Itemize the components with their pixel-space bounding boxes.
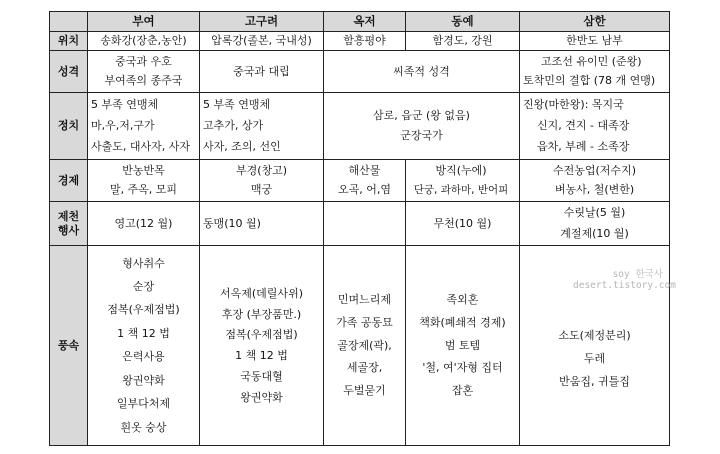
cell-line: 말, 주옥, 모피 [109,183,178,197]
row-header-gyeongje: 경제 [50,160,88,202]
cell-line: 세골장, [346,361,383,375]
cell-line: 신지, 견지 - 대족장 [537,119,630,133]
cell-line: 영고(12 월) [114,216,173,230]
cell-line: 압록강(졸본, 국내성) [211,34,312,48]
cell-line: 후장 (부장품만.) [221,307,302,321]
history-table-container [49,11,676,446]
row-header-jecheon [50,202,88,246]
cell-line: 흰옷 숭상 [120,420,167,434]
cell-line: 국동대혈 [240,369,283,383]
watermark-line-1: soy 한국사 [612,269,663,280]
cell-line: 고조선 유이민 (준왕) [541,54,642,68]
col-header-okjeo: 옥저 [324,12,406,32]
cell-pungsok-dongye [406,246,520,446]
cell-line: 읍차, 부례 - 소족장 [537,140,630,154]
cell-jecheon-okjeo [324,202,406,246]
cell-line: 군장국가 [400,129,443,142]
cell-jeongchi-samhan [520,93,670,160]
cell-line: 부경(창고) [235,163,288,177]
row-seonggyeok [50,51,670,93]
cell-gyeongje-samhan [520,160,670,202]
cell-gyeongje-dongye [406,160,520,202]
cell-line: '철, 여'자형 집터 [422,361,503,375]
cell-line: 골장제(곽), [337,338,392,352]
col-header-samhan: 삼한 [520,12,670,32]
cell-wichi-okjeo [324,32,406,51]
row-pungsok [50,246,670,446]
row-header-wichi: 위치 [50,32,88,51]
cell-line: 점복(우제점법) [107,303,180,317]
cell-jecheon-samhan [520,202,670,246]
cell-line: 해산물 [348,163,381,177]
cell-line: 무천(10 월) [433,216,492,230]
cell-line: 동맹(10 월) [203,216,261,230]
cell-jeongchi-buyeo [88,93,200,160]
cell-line: 1 책 12 법 [235,349,288,362]
cell-line: 토착민의 결합 (78 개 연맹) [523,74,656,88]
cell-line: 한반도 남부 [566,34,623,48]
row-jecheon [50,202,670,246]
cell-pungsok-goguryeo [200,246,324,446]
cell-line: 5 부족 연맹체 [203,97,271,111]
cell-line: 민며느리제 [337,293,392,307]
cell-line: 형사취수 [122,256,165,270]
cell-jeongchi-okjeo-dongye [324,93,520,160]
cell-line: 은력사용 [122,350,165,364]
cell-line: 진왕(마한왕): 목지국 [523,97,624,111]
cell-gyeongje-okjeo [324,160,406,202]
cell-line: 수릿날(5 월) [563,206,626,220]
cell-jecheon-goguryeo [200,202,324,246]
cell-line: 두레 [583,352,606,366]
cell-jecheon-buyeo [88,202,200,246]
cell-line: 왕권약화 [240,390,283,404]
cell-line: 벼농사, 철(변한) [554,183,635,197]
cell-line: 반움집, 귀틀집 [559,374,630,388]
cell-wichi-buyeo [88,32,200,51]
cell-gyeongje-buyeo [88,160,200,202]
cell-line: 사출도, 대사자, 사자 [91,140,190,154]
cell-line: 중국과 우호 [115,54,172,68]
cell-pungsok-okjeo [324,246,406,446]
cell-line: 송화강(장춘,농안) [100,34,187,48]
cell-line: 책화(폐쇄적 경제) [419,315,506,329]
cell-line: 중국과 대립 [233,64,290,78]
header-row [50,12,670,32]
watermark-line-2: desert.tistory.com [573,279,676,291]
ancient-states-table [49,11,676,446]
cell-line: 방직(누에) [435,164,487,178]
row-wichi [50,32,670,51]
row-header-seonggyeok: 성격 [50,51,88,93]
cell-pungsok-buyeo [88,246,200,446]
cell-wichi-samhan [520,32,670,51]
cell-line: 1 책 12 법 [117,326,170,340]
cell-line: 고추가, 상가 [203,119,264,133]
cell-line: 삼로, 읍군 (왕 없음) [373,109,470,123]
cell-line: 마,우,저,구가 [91,119,155,133]
corner-cell [50,12,88,32]
cell-line: 서옥제(데릴사위) [220,286,303,300]
cell-line: 부여족의 종주국 [104,74,183,88]
cell-line: 사자, 조의, 선인 [203,140,281,154]
cell-line: 족외혼 [446,293,479,307]
cell-line: 잡혼 [451,384,474,398]
cell-line: 순장 [132,280,155,294]
cell-line: 함흥평야 [343,34,386,48]
cell-line: 함경도, 강원 [432,34,493,48]
cell-gyeongje-goguryeo [200,160,324,202]
cell-seonggyeok-okjeo-dongye [324,51,520,93]
cell-line: 단궁, 과하마, 반어피 [413,183,509,196]
row-header-pungsok: 풍속 [50,246,88,446]
cell-line: 수전농업(저수지) [553,163,636,177]
cell-line: 일부다처제 [116,397,171,411]
cell-wichi-dongye [406,32,520,51]
cell-line: 소도(제정분리) [558,329,631,343]
row-jeongchi [50,93,670,160]
cell-line: 왕권약화 [122,373,165,387]
row-header-line: 행사 [57,223,80,237]
cell-jecheon-dongye [406,202,520,246]
cell-line: 계절제(10 월) [560,226,629,240]
cell-line: 반농반목 [122,163,165,177]
cell-line: 5 부족 연맹체 [91,97,159,111]
row-header-line: 제천 [57,209,80,223]
cell-line: 점복(우제점법) [225,328,298,342]
cell-seonggyeok-samhan [520,51,670,93]
cell-pungsok-samhan [520,246,676,446]
col-header-buyeo: 부여 [88,12,200,32]
cell-line: 범 토템 [444,338,481,352]
col-header-dongye: 동예 [406,12,520,32]
cell-jeongchi-goguryeo [200,93,324,160]
cell-line: 맥궁 [250,183,273,197]
cell-line: 씨족적 성격 [393,64,450,78]
cell-line: 가족 공동묘 [336,315,393,329]
cell-seonggyeok-buyeo [88,51,200,93]
row-gyeongje [50,160,670,202]
cell-line: 두벌묻기 [343,384,386,398]
col-header-goguryeo: 고구려 [200,12,324,32]
cell-line: 오곡, 어,염 [338,183,391,197]
cell-wichi-goguryeo [200,32,324,51]
cell-seonggyeok-goguryeo [200,51,324,93]
row-header-jeongchi: 정치 [50,93,88,160]
